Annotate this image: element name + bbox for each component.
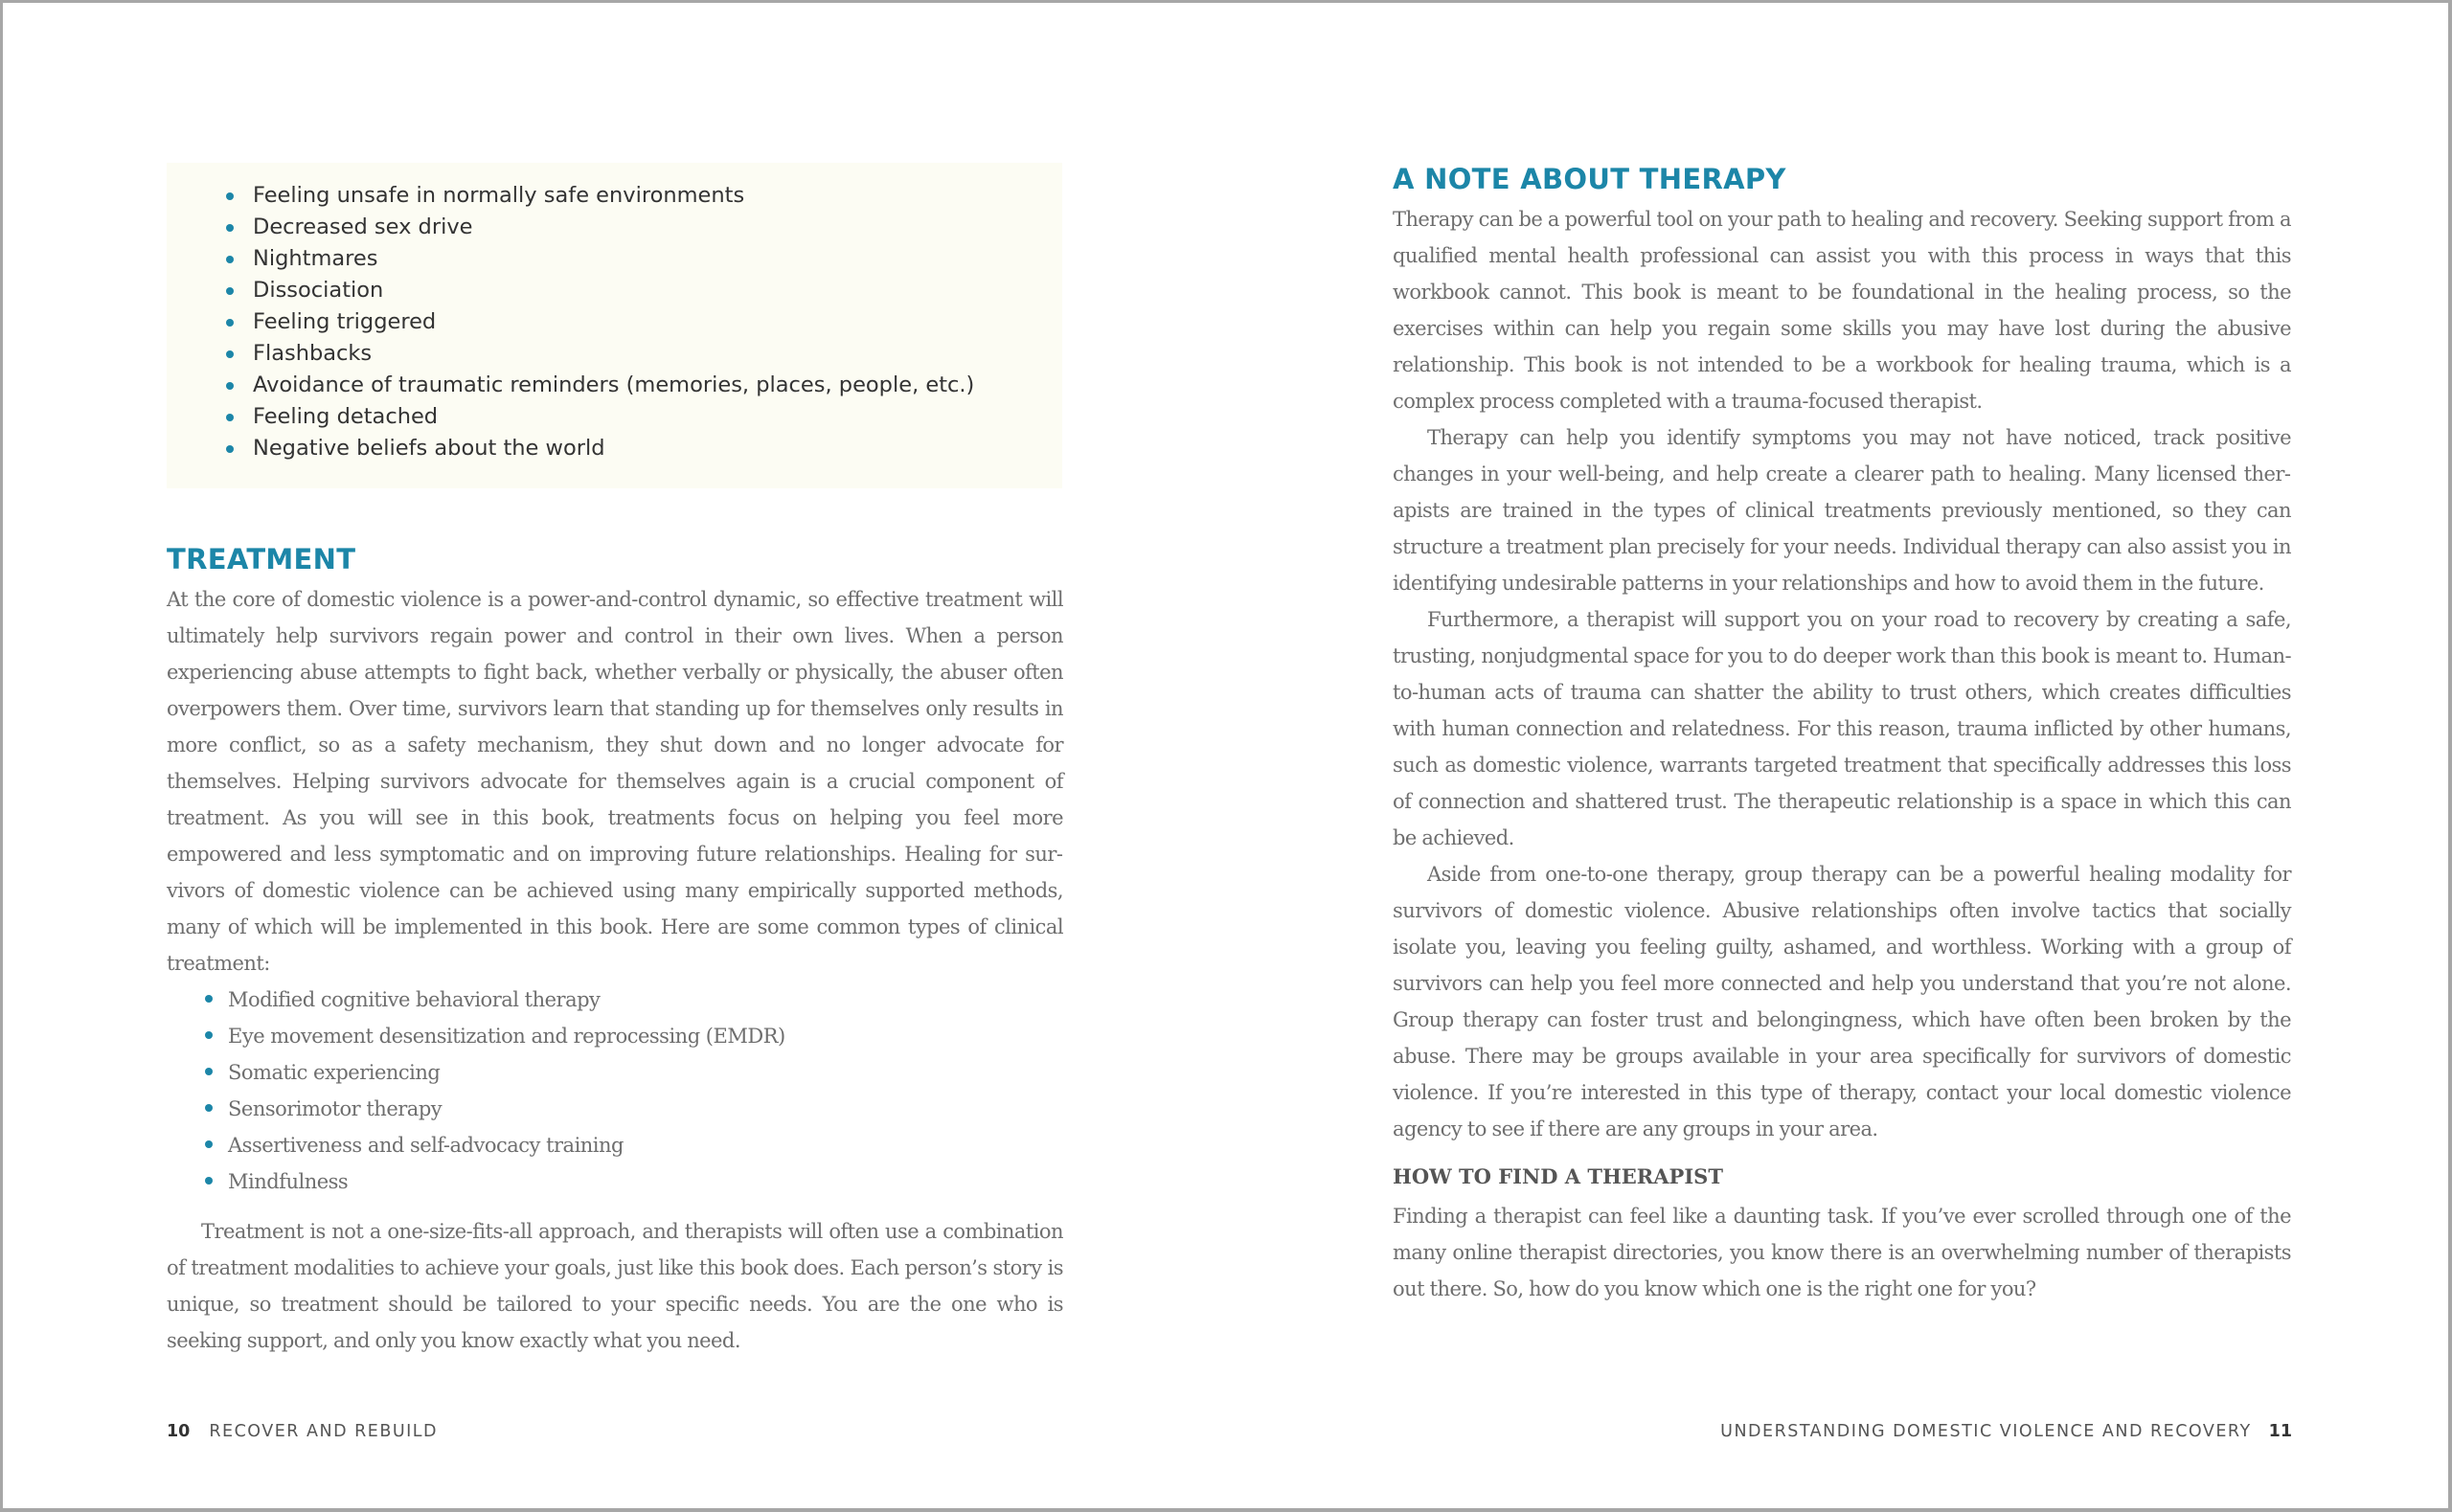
left-column [167,542,1063,1359]
therapy-paragraph: Furthermore, a therapist will support you on your road to recovery by creating a safe, trusting, nonjudgmental space for you to do deeper work than this book is meant to. Human-to-human acts of trauma can shatter the ability to trust others, which creates difficulties with human connection and relatedness. For this reason, trauma inflicted by other humans, such as domestic violence, warrants targeted treatment that specifically addresses this loss of connection and shattered trust. The therapeutic relationship is a space in which this can be achieved. [1393,608,2291,849]
bullet-icon [226,414,234,421]
right-column [1393,162,2291,1307]
symptom-list [167,163,1062,464]
bullet-icon [205,995,213,1003]
bullet-icon [205,1068,213,1075]
find-therapist-subheading: HOW TO FIND A THERAPIST [1393,1164,1723,1188]
list-item: Assertiveness and self-advocacy training [228,1127,1063,1163]
treatment-list [167,982,1063,1200]
list-item: Avoidance of traumatic reminders (memories, places, people, etc.) [224,370,1062,401]
bullet-icon [226,445,234,453]
page-number: 10 [167,1422,191,1441]
treatment-heading: TREATMENT [167,543,356,575]
list-item: Decreased sex drive [224,212,1062,243]
therapy-paragraph: Therapy can be a powerful tool on your path to healing and recovery. Seeking support from a qualified mental health professional can assist you with this process in ways that this workbook cannot. This book is meant to be foundational in the healing process, so the exercises within can help you regain some skills you may have lost during the abusive relationship. This book is not intended to be a workbook for healing trauma, which is a complex process completed with a trauma-focused therapist. [1393,208,2291,413]
bullet-icon [226,319,234,327]
bullet-icon [205,1031,213,1039]
therapy-paragraph: Therapy can help you identify symptoms you may not have noticed, track positive changes in your well-being, and help create a clearer path to healing. Many licensed therapists are trained in the types of clinical treatments previously mentioned, so they can structure a treatment plan precisely for your needs. Individual therapy can also assist you in identifying undesirable patterns in your relationships and how to avoid them in the future. [1393,426,2291,595]
list-item: Feeling unsafe in normally safe environments [224,180,1062,212]
bullet-icon [226,192,234,200]
list-item: Modified cognitive behavioral therapy [228,982,1063,1018]
page-number: 11 [2268,1422,2292,1441]
list-item: Nightmares [224,243,1062,275]
list-item: Feeling detached [224,401,1062,433]
therapy-paragraph: Finding a therapist can feel like a daunting task. If you’ve ever scrolled through one of the many online therapist directories, you know there is an overwhelming number of therapists out there. So, how do you know which one is the right one for you? [1393,1205,2291,1300]
running-head: UNDERSTANDING DOMESTIC VIOLENCE AND RECOVERY [1720,1422,2252,1441]
list-item: Somatic experiencing [228,1054,1063,1091]
list-item: Flashbacks [224,338,1062,370]
bullet-icon [205,1140,213,1148]
treatment-paragraph: Treatment is not a one-size-fits-all approach, and therapists will often use a combination of treatment modalities to achieve your goals, just like this book does. Each person’s story is unique, so treatment should be tailored to your specific needs. You are the one who is seeking support, and only you know exactly what you need. [167,1220,1063,1352]
running-head: RECOVER AND REBUILD [209,1422,439,1441]
therapy-heading: A NOTE ABOUT THERAPY [1393,163,1786,195]
bullet-icon [226,287,234,295]
list-item: Dissociation [224,275,1062,306]
bullet-icon [205,1104,213,1112]
bullet-icon [226,224,234,232]
treatment-paragraph: At the core of domestic violence is a power-and-control dynamic, so effective treatment will ultimately help survivors regain power and control in their own lives. When a person experiencing abuse attempts to fight back, whether verbally or physically, the abuser often overpowers them. Over time, survivors learn that standing up for themselves only results in more conflict, so as a safety mechanism, they shut down and no longer advocate for themselves. Helping survivors advocate for themselves again is a crucial component of treatment. As you will see in this book, treatments focus on helping you feel more empowered and less symptomatic and on improving future relationships. Healing for survivors of domestic violence can be achieved using many empirically supported methods, many of which will be implemented in this book. Here are some common types of clinical treatment: [167,588,1063,975]
therapy-paragraph: Aside from one-to-one therapy, group therapy can be a powerful healing modality for survivors of domestic violence. Abusive relationships often involve tactics that socially isolate you, leaving you feeling guilty, ashamed, and worthless. Working with a group of survivors can help you feel more connected and help you understand that you’re not alone. Group therapy can foster trust and belongingness, which have often been broken by the abuse. There may be groups available in your area specifically for survivors of domestic violence. If you’re interested in this type of therapy, contact your local domestic violence agency to see if there are any groups in your area. [1393,863,2291,1140]
bullet-icon [205,1177,213,1185]
list-item: Negative beliefs about the world [224,433,1062,464]
left-footer [167,1422,438,1441]
bullet-icon [226,382,234,390]
list-item: Mindfulness [228,1163,1063,1200]
list-item: Feeling triggered [224,306,1062,338]
symptom-sidebox [167,163,1062,488]
book-spread [3,3,2448,1508]
bullet-icon [226,350,234,358]
list-item: Eye movement desensitization and reprocessing (EMDR) [228,1018,1063,1054]
right-footer [1720,1422,2292,1441]
bullet-icon [226,256,234,263]
list-item: Sensorimotor therapy [228,1091,1063,1127]
